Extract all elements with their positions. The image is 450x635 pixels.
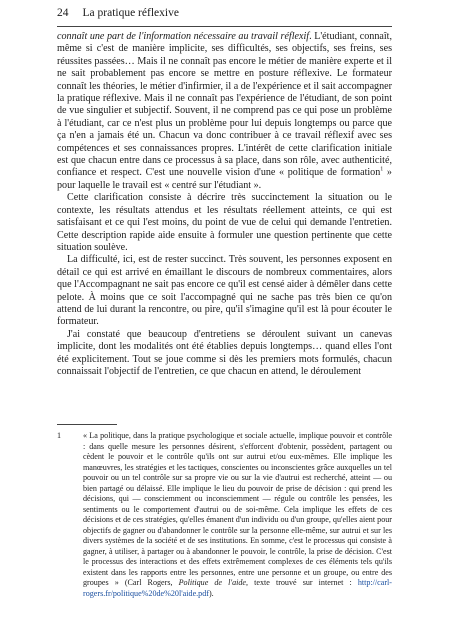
footnote-text <box>83 431 392 599</box>
running-header <box>57 7 392 19</box>
paragraph-2: Cette clarification consiste à décrire très succinctement la situation ou le contexte, les résultats attendus et les résultats réellement atteints, ce qui est satisfaisant et ce qui l'est moins, du point de vue de celui qui demande l'entretien. Cette description rapide aide ensuite à formuler une question pertinente que cette situation soulève. <box>57 192 392 253</box>
footnote-ref[interactable]: 1 <box>380 167 384 174</box>
italic-phrase: connaît une part de l'information nécessaire au travail réflexif <box>57 31 310 42</box>
footnote-source: , texte trouvé sur internet : <box>246 578 358 587</box>
footnote-rule <box>57 424 117 425</box>
paragraph-1 <box>57 31 392 192</box>
paragraph-3: La difficulté, ici, est de rester succinct. Très souvent, les personnes exposent en détail ce qui est arrivé en émaillant le discours de nombreux commentaires, alors que l'Accompagnant ne sait pas encore ce qu'il est censé aider à démêler dans cette pelote. À moins que ce soit l'accompagné qui ne sache pas très bien ce qu'on attend de lui durant la rencontre, ou pire, qu'il s'imagine qu'il est là pour écouter le formateur. <box>57 254 392 328</box>
paragraph-1-text: . L'étudiant, connaît, même si c'est de manière implicite, ses difficultés, ses objectifs, ses freins, ses réussites passées… Mais il ne connaît pas encore le métier de manière experte et il ne sait probablement pas encore se mettre en posture réflexive. Le formateur connaît les théories, le métier d'infirmier, il a de l'expérience et il sait accompagner la pratique réflexive. Mais il ne connaît pas l'expérience de l'étudiant, de son point de vue singulier et subjectif. Souvent, il ne comprend pas ce qui pose un problème à l'étudiant, car ce n'est plus un problème pour lui depuis longtemps ou parce que ça n'en a jamais été un. Chacun va donc contribuer à ce travail réflexif avec ses compétences et ses connaissances propres. L'intérêt de cette clarification initiale est que chacun entre dans ce processus à sa place, dans son rôle, avec authenticité, confiance et respect. C'est une nouvelle vision d'une « politique de formation <box>57 31 392 179</box>
body-text <box>57 31 392 378</box>
footnote-body: « La politique, dans la pratique psychologique et sociale actuelle, implique pouvoir et contrôle : dans quelle mesure les personnes désirent, s'efforcent d'obtenir, possèdent, partagent ou cèdent le pouvoir et le contrôle qu'ils ont sur autrui et/ou eux-mêmes. Elle implique les manœuvres, les stratégies et les tactiques, conscientes ou inconscientes grâce auxquelles un tel pouvoir ou un tel contrôle sur sa propre vie ou sur la vie d'autrui est recherché, atteint — ou bien partagé ou délaissé. Elle implique le lieu du pouvoir de prise de décision : qui prend les décisions, qui — consciemment ou inconsciemment — régule ou contrôle les pensées, les sentiments ou le comportement d'autrui ou de soi-même. Cela implique les effets de ces décisions et de ces stratégies, qu'elles émanent d'un individu ou d'un groupe, qu'elles aient pour objectifs de gagner ou d'abandonner le contrôle sur la personne elle-même, sur autrui et sur les divers systèmes de la société et de ses institutions. En somme, c'est le processus qui consiste à gagner, à utiliser, à partager ou à abandonner le pouvoir, le contrôle, la prise de décision. C'est le processus des interactions et des effets extrêmement complexes de ces éléments tels qu'ils existent dans les rapports entre les personnes, entre une personne et un groupe, ou entre des groupes » (Carl Rogers, <box>83 431 392 587</box>
footnote <box>57 431 392 599</box>
book-title: Politique de l'aide <box>178 578 247 587</box>
header-rule <box>57 26 392 27</box>
footnote-end: ). <box>208 588 214 598</box>
paragraph-1-end: » pour laquelle le travail est « centré sur l'étudiant ». <box>57 167 392 191</box>
source-link[interactable]: http://carl-rogers.fr/politique%20de%20l'aide.pdf <box>83 578 392 598</box>
footnote-number: 1 <box>57 431 62 440</box>
running-title: La pratique réflexive <box>82 7 179 19</box>
page-number: 24 <box>57 7 69 19</box>
paragraph-4: J'ai constaté que beaucoup d'entretiens se déroulent suivant un canevas implicite, dont les modalités ont été établies depuis longtemps… quand elles l'ont été explicitement. Tout se joue comme si dès les premiers mots formulés, chacun connaissait l'objectif de l'entretien, ce que chacun en attend, le déroulement <box>57 328 392 377</box>
